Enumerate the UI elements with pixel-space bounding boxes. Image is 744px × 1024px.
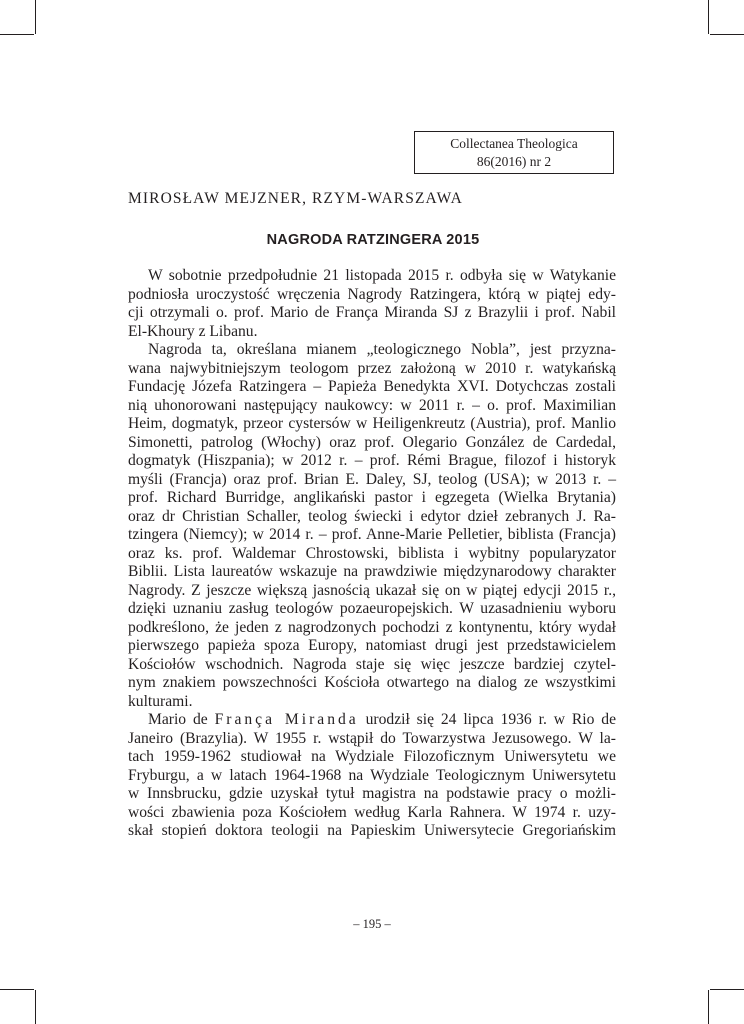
body-line: Fryburgu, a w latach 1964-1968 na Wydziale Teologicznym Uniwersytetu bbox=[128, 766, 616, 784]
crop-mark-bottom-left-vertical bbox=[35, 990, 36, 1024]
crop-mark-bottom-right-horizontal bbox=[710, 989, 744, 990]
body-line: Nagrody. Z jeszcze większą jasnością ukazał się on w piątej edycji 2015 r., bbox=[128, 581, 616, 599]
body-line bbox=[128, 711, 616, 730]
crop-mark-top-right-vertical bbox=[708, 0, 709, 34]
body-line: oraz dr Christian Schaller, teolog świecki i edytor dzieł zebranych J. Ra- bbox=[128, 507, 616, 525]
body-line: Nagroda ta, określana mianem „teologicznego Nobla”, jest przyzna- bbox=[148, 341, 616, 358]
body-line: kulturami. bbox=[128, 692, 193, 710]
body-line: oraz ks. prof. Waldemar Chrostowski, biblista i wybitny popularyzator bbox=[128, 544, 616, 562]
body-line: wana najwybitniejszym teologom przez założoną w 2010 r. watykańską bbox=[128, 359, 616, 377]
body-line: cji otrzymali o. prof. Mario de França Miranda SJ z Brazylii i prof. Nabil bbox=[128, 304, 616, 321]
body-line: podkreślono, że jeden z nagrodzonych pochodzi z kontynentu, który wydał bbox=[128, 618, 616, 636]
page-number: – 195 – bbox=[353, 917, 391, 931]
body-line: El-Khoury z Libanu. bbox=[128, 322, 258, 340]
crop-mark-top-left-vertical bbox=[35, 0, 36, 34]
body-line: Kościołów wschodnich. Nagroda staje się więc jeszcze bardziej czytel- bbox=[128, 655, 616, 673]
body-line: prof. Richard Burridge, anglikański pastor i egzegeta (Wielka Brytania) bbox=[128, 489, 616, 506]
body-line: nym znakiem powszechności Kościoła otwartego na dialog ze wszystkimi bbox=[128, 674, 616, 691]
crop-mark-bottom-left-horizontal bbox=[0, 989, 34, 990]
journal-name: Collectanea Theologica bbox=[450, 136, 578, 151]
body-line: wości zbawienia poza Kościołem według Karla Rahnera. W 1974 r. uzy- bbox=[128, 803, 616, 821]
article-body bbox=[128, 267, 616, 841]
body-line: W sobotnie przedpołudnie 21 listopada 2015 r. odbyła się w Watykanie bbox=[148, 267, 616, 284]
body-line: tzingera (Niemcy); w 2014 r. – prof. Anne-Marie Pelletier, biblista (Francja) bbox=[128, 526, 616, 543]
body-line: dzięki uznaniu zasług teologów pozaeuropejskich. W uzasadnieniu wyboru bbox=[128, 600, 616, 617]
body-line: Biblii. Lista laureatów wskazuje na prawdziwie międzynarodowy charakter bbox=[128, 563, 616, 580]
body-line: myśli (Francja) oraz prof. Brian E. Daley, SJ, teolog (USA); w 2013 r. – bbox=[128, 470, 616, 488]
crop-mark-bottom-right-vertical bbox=[708, 990, 709, 1024]
body-line: Simonetti, patrolog (Włochy) oraz prof. Olegario González de Cardedal, bbox=[128, 433, 616, 451]
article-title: NAGRODA RATZINGERA 2015 bbox=[266, 232, 480, 248]
crop-mark-top-right-horizontal bbox=[710, 34, 744, 35]
journal-info-box bbox=[414, 131, 614, 174]
body-line: pierwszego papieża spoza Europy, natomiast drugi jest przedstawicielem bbox=[128, 637, 616, 654]
body-text-fragment: Mario de bbox=[148, 711, 215, 728]
emphasized-name: França Miranda bbox=[214, 711, 359, 728]
body-line: skał stopień doktora teologii na Papieskim Uniwersytecie Gregoriańskim bbox=[128, 822, 616, 839]
article-author: MIROSŁAW MEJZNER, RZYM-WARSZAWA bbox=[128, 190, 463, 207]
body-line: nią uhonorowani następujący naukowcy: w 2011 r. – o. prof. Maximilian bbox=[128, 396, 616, 414]
body-line: Fundację Józefa Ratzingera – Papieża Benedykta XVI. Dotychczas zostali bbox=[128, 378, 616, 395]
body-line: tach 1959-1962 studiował na Wydziale Filozoficznym Uniwersytetu we bbox=[128, 748, 616, 765]
body-line: podniosła uroczystość wręczenia Nagrody Ratzingera, którą w piątej edy- bbox=[128, 285, 616, 303]
body-line: dogmatyk (Hiszpania); w 2012 r. – prof. Rémi Brague, filozof i historyk bbox=[128, 452, 616, 469]
crop-mark-top-left-horizontal bbox=[0, 34, 34, 35]
body-text-fragment: urodził się 24 lipca 1936 r. w Rio de bbox=[358, 711, 616, 728]
body-line: Heim, dogmatyk, przeor cystersów w Heiligenkreutz (Austria), prof. Manlio bbox=[128, 415, 616, 432]
body-line: w Innsbrucku, gdzie uzyskał tytuł magistra na podstawie pracy o możli- bbox=[128, 785, 616, 802]
journal-issue: 86(2016) nr 2 bbox=[476, 154, 552, 169]
body-line: Janeiro (Brazylia). W 1955 r. wstąpił do Towarzystwa Jezusowego. W la- bbox=[128, 729, 616, 747]
